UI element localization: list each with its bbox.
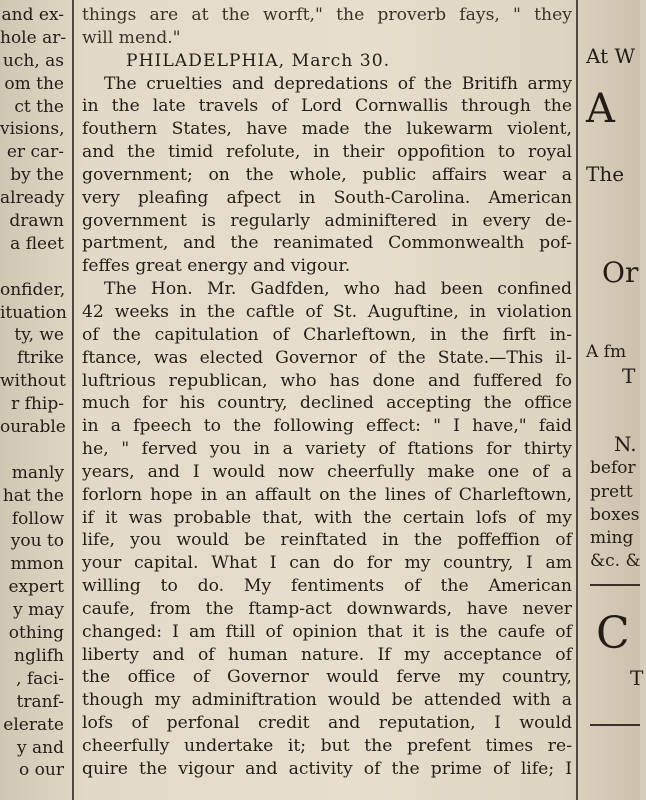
text-line: The cruelties and depredations of the Britifh army xyxy=(104,73,572,94)
left-column-fragment xyxy=(0,439,66,462)
ad-text-t: T xyxy=(622,364,636,388)
text-line: cheerfully undertake it; but the prefent times re- xyxy=(82,736,572,756)
text-line: your capital. What I can do for my country, I am xyxy=(82,553,572,574)
text-line: lofs of perfonal credit and reputation, I would xyxy=(82,713,572,734)
dateline: PHILADELPHIA, March 30. xyxy=(126,50,391,71)
left-column-fragment: uch, as xyxy=(2,50,64,71)
ad-text-prett: prett xyxy=(590,482,633,502)
left-column-fragment: o our xyxy=(19,760,64,781)
left-column-fragment: by the xyxy=(10,165,64,186)
left-column-fragment: hole ar- xyxy=(0,27,67,48)
left-column-fragment: follow xyxy=(11,508,64,529)
text-line: caufe, from the ftamp-act downwards, have never xyxy=(82,598,572,619)
text-line: and the timid refolute, in their oppofition to royal xyxy=(82,142,572,163)
ad-initial-a: A xyxy=(586,86,615,132)
text-line: changed: I am ftill of opinion that it is the caufe of xyxy=(82,621,572,642)
ad-text-boxes: boxes xyxy=(590,505,640,525)
left-column-fragment: ituation xyxy=(0,302,67,323)
left-column xyxy=(0,4,66,782)
ad-text-t2: T xyxy=(630,666,644,690)
left-column-fragment: elerate xyxy=(3,714,64,735)
text-line: partment, and the reanimated Commonwealth pof- xyxy=(82,233,572,254)
text-line: of the capitulation of Charleftown, in the firft in- xyxy=(82,324,572,345)
left-column-fragment: , faci- xyxy=(16,668,64,689)
left-column-fragment: you to xyxy=(10,531,64,552)
text-line: very pleafing afpect in South-Carolina. American xyxy=(82,187,572,208)
text-line: in a fpeech to the following effect: " I have," faid xyxy=(82,416,572,437)
left-column-fragment: visions, xyxy=(0,119,65,140)
text-line: the office of Governor would ferve my country, xyxy=(82,667,572,688)
left-column-fragment: ct the xyxy=(14,96,64,117)
ad-separator-rule xyxy=(590,724,640,726)
left-column-fragment: onfider, xyxy=(0,279,66,300)
left-column-fragment: expert xyxy=(8,577,64,598)
text-line: forlorn hope in an affault on the lines of Charleftown, xyxy=(82,484,572,505)
right-column xyxy=(586,0,646,800)
text-line: will mend." xyxy=(82,27,181,48)
left-column-fragment: hat the xyxy=(2,485,64,506)
text-line: he, " ferved you in a variety of ftations for thirty xyxy=(82,439,572,460)
ad-separator-rule xyxy=(590,584,640,586)
main-column xyxy=(82,4,572,781)
left-column-fragment: y may xyxy=(13,600,64,621)
left-column-fragment: nglifh xyxy=(14,645,64,666)
text-line: if it was probable that, with the certain lofs of my xyxy=(82,507,572,528)
left-column-fragment: mmon xyxy=(10,554,64,575)
left-column-fragment: ftrike xyxy=(16,348,64,369)
left-column-fragment: drawn xyxy=(9,211,64,232)
left-column-fragment: ourable xyxy=(0,417,66,438)
text-line: though my adminiftration would be attended with a xyxy=(82,690,572,711)
left-column-fragment: manly xyxy=(11,462,64,483)
column-rule-left xyxy=(72,0,74,800)
text-line: liberty and of human nature. If my acceptance of xyxy=(82,644,572,665)
left-column-fragment: a fleet xyxy=(10,233,64,254)
ad-text-etc: &c. & xyxy=(590,551,641,571)
left-column-fragment: r fhip- xyxy=(11,394,64,415)
ad-heading-or: Or xyxy=(602,256,639,289)
column-rule-right xyxy=(576,0,578,800)
ad-heading-at: At W xyxy=(586,44,636,68)
text-line: ftance, was elected Governor of the State.—This il- xyxy=(82,347,572,368)
paragraph-cruelties xyxy=(82,73,572,279)
text-line: fouthern States, have made the lukewarm violent, xyxy=(82,119,572,140)
text-line: things are at the worft," the proverb fays, " they xyxy=(82,5,572,25)
text-line: luftrious republican, who has done and fuffered fo xyxy=(82,370,572,391)
left-column-fragment: already xyxy=(0,188,65,209)
text-line: government; on the whole, public affairs wear a xyxy=(82,164,572,185)
text-line: quire the vigour and activity of the prime of life; I xyxy=(82,758,572,779)
text-line: willing to do. My fentiments of the American xyxy=(82,576,572,597)
left-column-fragment: without xyxy=(0,371,66,392)
text-line: in the late travels of Lord Cornwallis through the xyxy=(82,96,572,117)
left-column-fragment: om the xyxy=(4,73,64,94)
text-line: life, you would be reinftated in the poffeffion of xyxy=(82,530,572,551)
ad-text-ming: ming xyxy=(590,528,634,548)
ad-initial-c: C xyxy=(596,608,630,659)
text-line: government is regularly adminiftered in every de- xyxy=(82,210,572,231)
left-column-fragment: er car- xyxy=(6,142,64,163)
left-column-fragment: tranf- xyxy=(16,691,64,712)
paragraph-gadsden xyxy=(82,278,572,781)
left-column-fragment: and ex- xyxy=(1,5,64,25)
text-line: feffes great energy and vigour. xyxy=(82,256,351,277)
left-column-fragment: y and xyxy=(17,737,64,758)
left-column-fragment: ty, we xyxy=(14,325,64,346)
text-line: 42 weeks in the caftle of St. Auguftine, in violation xyxy=(82,301,572,322)
left-column-fragment: othing xyxy=(8,623,64,644)
ad-text-n: N. xyxy=(614,432,637,456)
ad-text-the: The xyxy=(586,162,625,186)
ad-text-a-sm: A fm xyxy=(586,342,627,362)
text-line: years, and I would now cheerfully make one of a xyxy=(82,461,572,482)
text-line: much for his country, declined accepting the office xyxy=(82,393,572,414)
left-column-fragment xyxy=(0,256,66,279)
text-line: The Hon. Mr. Gadfden, who had been confined xyxy=(104,279,572,300)
ad-text-befor: befor xyxy=(590,458,636,478)
